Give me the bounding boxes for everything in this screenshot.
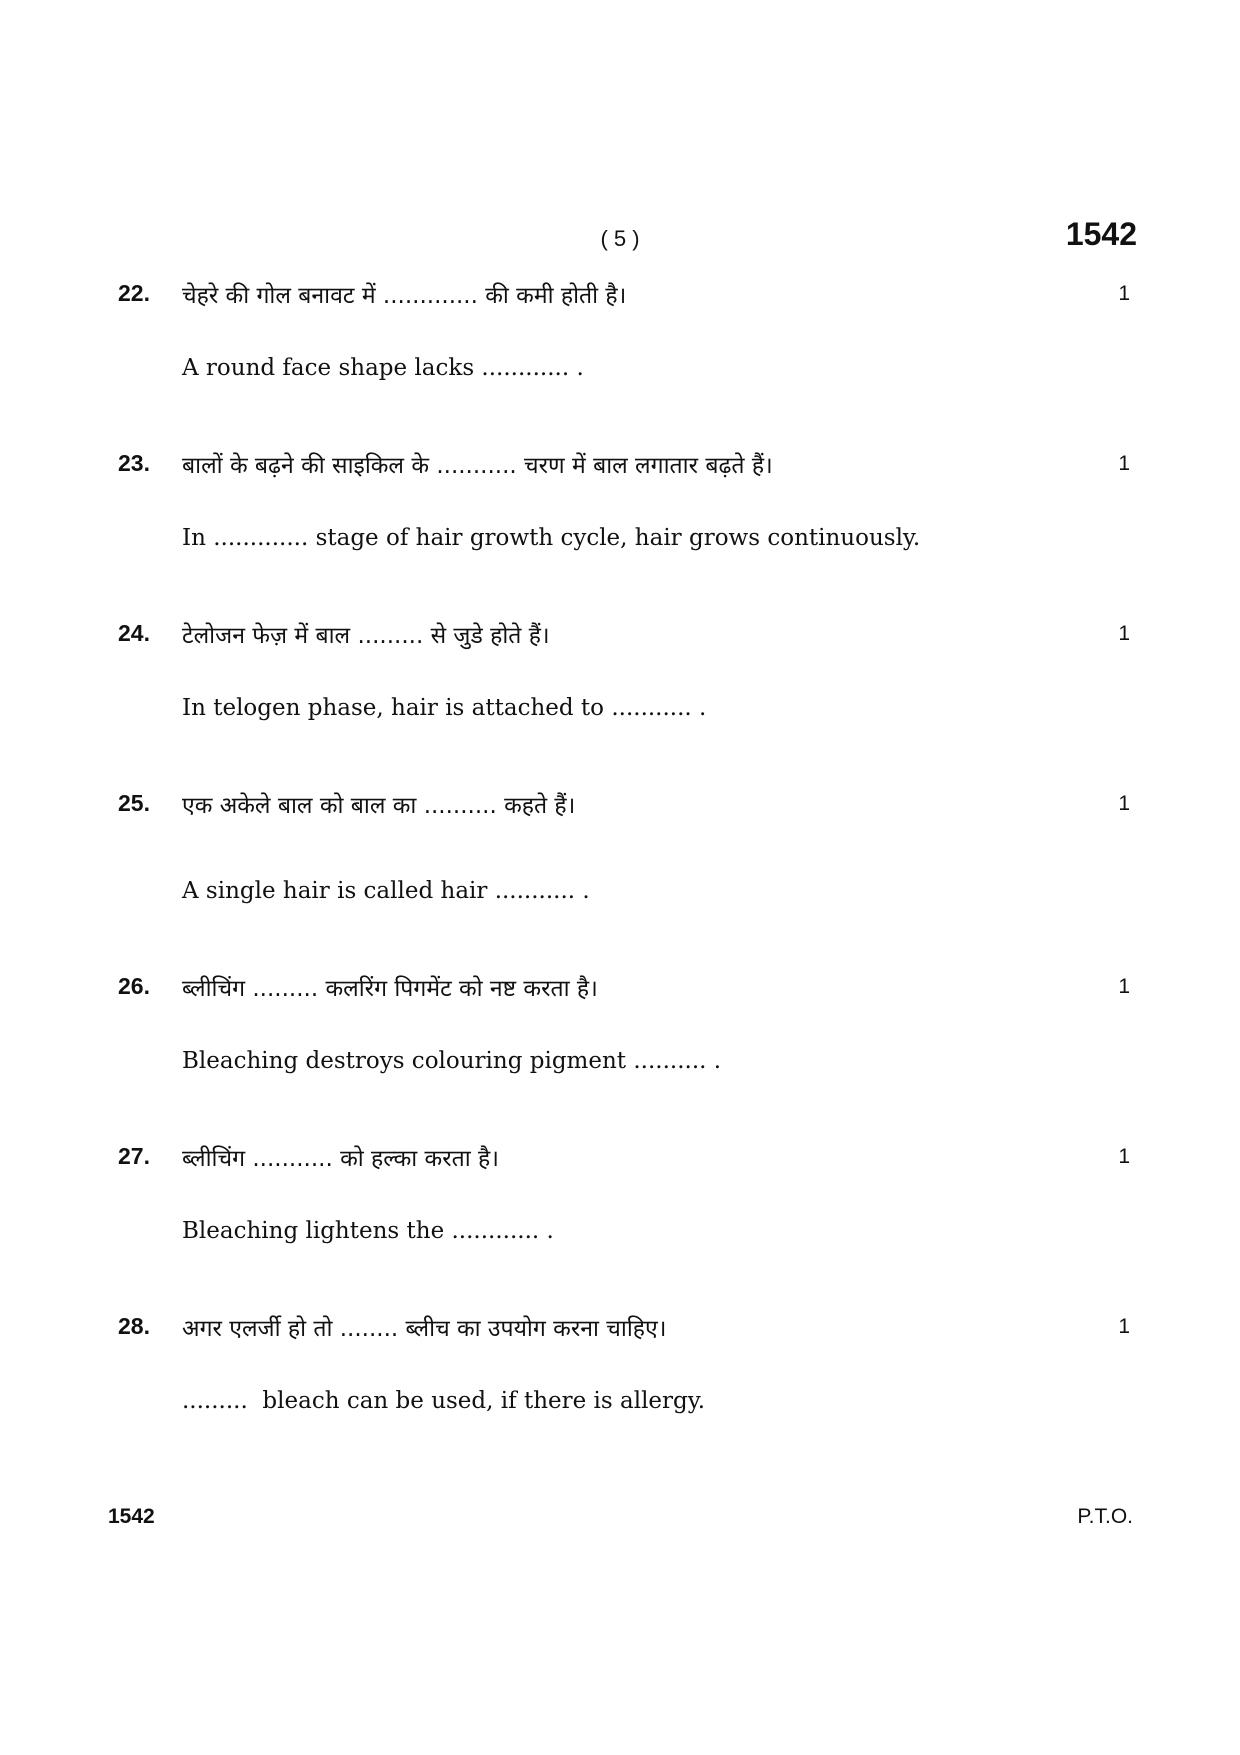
question-marks: 1 — [1118, 622, 1130, 645]
question-hindi-text: ब्लीचिंग ........... को हल्का करता है। — [182, 1146, 499, 1172]
page-number: ( 5 ) — [600, 226, 640, 251]
question-english-text: In telogen phase, hair is attached to ........... . — [182, 695, 707, 721]
question-number: 26. — [118, 973, 150, 999]
question-number: 25. — [118, 790, 150, 816]
question-hindi-text: बालों के बढ़ने की साइकिल के ........... चरण में बाल लगातार बढ़ते हैं। — [182, 453, 773, 479]
question-24 — [0, 620, 1240, 770]
question-hindi-text: चेहरे की गोल बनावट में ............. की कमी होती है। — [182, 283, 627, 309]
question-english-text: Bleaching destroys colouring pigment .......... . — [182, 1048, 722, 1074]
pto-label: P.T.O. — [1077, 1505, 1133, 1528]
question-english-text: ......... bleach can be used, if there is allergy. — [182, 1388, 706, 1414]
question-number: 22. — [118, 280, 150, 306]
question-number: 23. — [118, 450, 150, 476]
question-hindi-text: अगर एलर्जी हो तो ........ ब्लीच का उपयोग करना चाहिए। — [182, 1316, 667, 1342]
question-hindi-text: टेलोजन फेज़ में बाल ......... से जुडे होते हैं। — [182, 623, 550, 649]
question-number: 28. — [118, 1313, 150, 1339]
question-marks: 1 — [1118, 282, 1130, 305]
question-23 — [0, 450, 1240, 600]
question-english-text: A single hair is called hair ........... . — [182, 878, 590, 904]
question-marks: 1 — [1118, 975, 1130, 998]
question-hindi-text: ब्लीचिंग ......... कलरिंग पिगमेंट को नष्ट करता है। — [182, 976, 598, 1002]
paper-code-top: 1542 — [1065, 216, 1137, 252]
paper-code-bottom: 1542 — [108, 1505, 155, 1528]
question-number: 27. — [118, 1143, 150, 1169]
question-english-text: In ............. stage of hair growth cycle, hair grows continuously. — [182, 525, 921, 551]
question-22 — [0, 280, 1240, 430]
question-marks: 1 — [1118, 1315, 1130, 1338]
question-marks: 1 — [1118, 1145, 1130, 1168]
question-25 — [0, 790, 1240, 940]
question-number: 24. — [118, 620, 150, 646]
question-28 — [0, 1313, 1240, 1463]
question-english-text: Bleaching lightens the ............ . — [182, 1218, 554, 1244]
question-27 — [0, 1143, 1240, 1293]
question-26 — [0, 973, 1240, 1123]
question-marks: 1 — [1118, 792, 1130, 815]
question-hindi-text: एक अकेले बाल को बाल का .......... कहते हैं। — [182, 793, 576, 819]
question-english-text: A round face shape lacks ............ . — [182, 355, 584, 381]
question-marks: 1 — [1118, 452, 1130, 475]
